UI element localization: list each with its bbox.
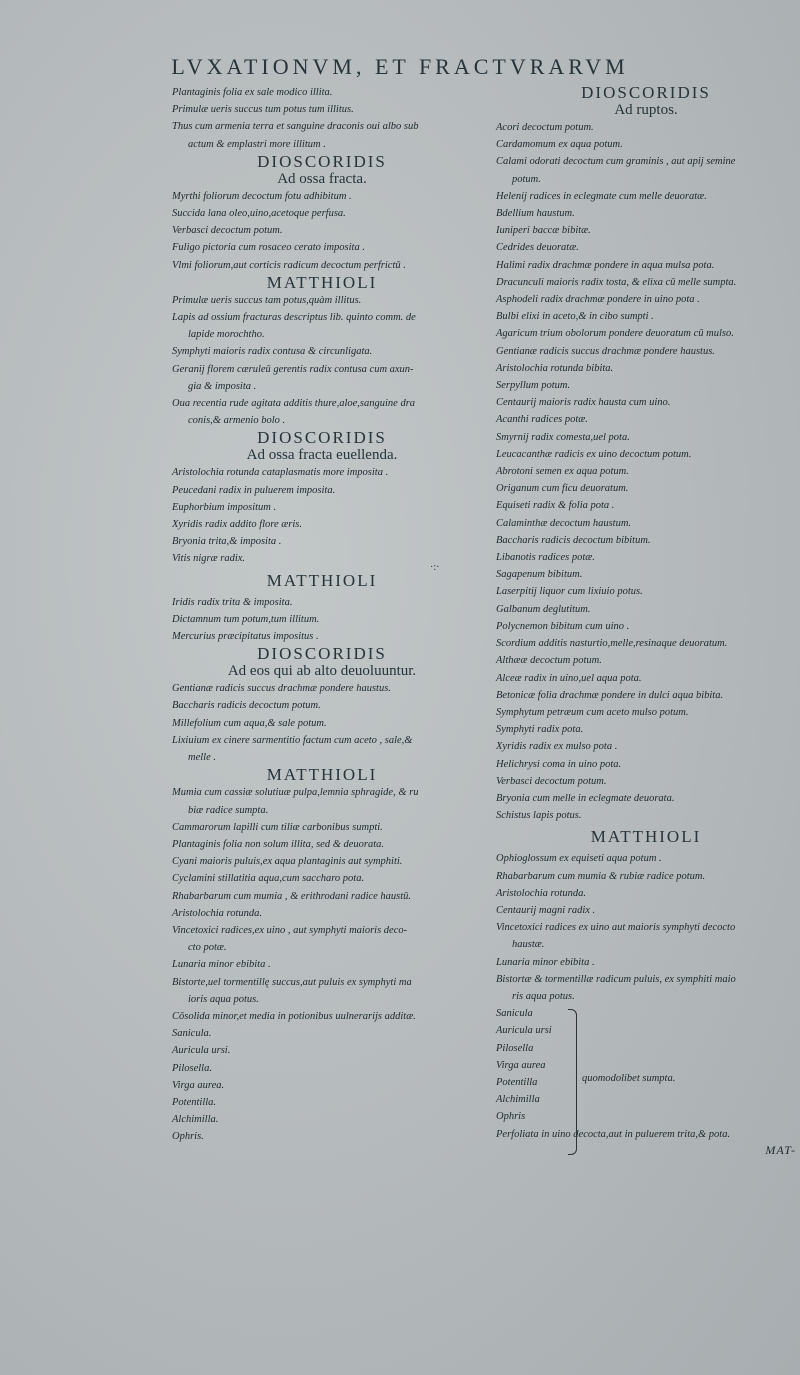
remedy-entry (172, 343, 472, 360)
remedy-entry (496, 807, 796, 824)
remedy-line: Cyani maioris puluis,ex aqua plantaginis aut symphiti. (172, 856, 403, 868)
remedy-line: Cōsolida minor,et media in potionibus uulnerarijs additæ. (172, 1010, 416, 1022)
remedy-entry (496, 343, 796, 360)
remedy-line: Verbasci decoctum potum. (496, 775, 607, 787)
remedy-line: Xyridis radix ex mulso pota . (496, 741, 618, 753)
remedy-entry (172, 956, 472, 973)
remedy-line: Origanum cum ficu deuoratum. (496, 483, 629, 495)
remedy-entry (496, 446, 796, 463)
remedy-entry (496, 566, 796, 583)
remedy-entry (172, 784, 472, 818)
remedy-line: Oua recentia rude agitata additis thure,aloe,sanguine dra (172, 398, 416, 410)
remedy-line: Ophioglossum ex equiseti aqua potum . (496, 853, 662, 865)
remedy-entry (172, 516, 472, 533)
remedy-entry (172, 1060, 472, 1077)
brace-items (496, 1005, 796, 1125)
remedy-entry (496, 687, 796, 704)
remedy-line: Primulæ ueris succus tam potus,quàm illitus. (172, 294, 362, 306)
remedy-entry (496, 411, 796, 428)
remedy-entry (172, 1077, 472, 1094)
remedy-entry (172, 118, 472, 152)
remedy-line: Sanicula. (172, 1028, 212, 1040)
remedy-line: ris aqua potus. (512, 990, 575, 1002)
remedy-line: Helenij radices in eclegmate cum melle deuoratæ. (496, 190, 707, 202)
remedy-entry (172, 1008, 472, 1025)
remedy-entry (172, 594, 472, 611)
remedy-entry (172, 482, 472, 499)
remedy-line: Dictamnum tum potum,tum illitum. (172, 613, 320, 625)
remedy-line: melle . (188, 752, 216, 764)
remedy-entry (496, 773, 796, 790)
remedy-line: Euphorbium impositum . (172, 501, 277, 513)
catchword: MAT- (765, 1142, 796, 1157)
remedy-entry (496, 868, 796, 885)
remedy-entry (496, 274, 796, 291)
remedy-line: Iridis radix trita & imposita. (172, 596, 293, 608)
remedy-line: Mercurius præcipitatus impositus . (172, 631, 319, 643)
remedy-line: Sagapenum bibitum. (496, 569, 583, 581)
remedy-entry (172, 1094, 472, 1111)
remedy-line: Plantaginis folia ex sale modico illita. (172, 87, 333, 98)
remedy-line: Vincetoxici radices ex uino aut maioris symphyti decocto (496, 922, 736, 934)
remedy-line: Acori decoctum potum. (496, 122, 594, 133)
plant-item: Sanicula (496, 1008, 533, 1020)
remedy-entry (496, 670, 796, 687)
remedy-line: Agaricum trium obolorum pondere deuoratum cū mulso. (496, 328, 734, 340)
remedy-entry (496, 308, 796, 325)
remedy-entry (496, 257, 796, 274)
remedy-line: Equiseti radix & folia pota . (496, 500, 615, 512)
remedy-entry (172, 533, 472, 550)
remedy-line: Symphyti maioris radix contusa & circunligata. (172, 346, 373, 358)
remedy-entry (496, 429, 796, 446)
remedy-entry (172, 611, 472, 628)
remedy-entry (496, 188, 796, 205)
remedy-line: Calami odorati decoctum cum graminis , aut apij semine (496, 156, 736, 168)
final-entry: Perfoliata in uino decocta,aut in puluerem trita,& pota. (496, 1128, 731, 1140)
remedy-entry (496, 954, 796, 971)
remedy-entry (496, 532, 796, 549)
remedy-entry (172, 819, 472, 836)
remedy-entry (172, 292, 472, 309)
remedy-line: Betonicæ folia drachmæ pondere in dulci aqua bibita. (496, 689, 724, 701)
remedy-line: Millefolium cum aqua,& sale potum. (172, 717, 327, 729)
remedy-line: Aristolochia rotunda cataplasmatis more imposita . (172, 467, 389, 479)
remedy-line: Calaminthæ decoctum haustum. (496, 517, 632, 529)
remedy-entry (172, 836, 472, 853)
remedy-line: Baccharis radicis decoctum potum. (172, 700, 321, 712)
remedy-line: Bistortæ & tormentillæ radicum puluis, ex symphiti maio (496, 973, 736, 985)
remedy-entry (496, 377, 796, 394)
section-heading: MATTHIOLI (266, 272, 378, 292)
remedy-entry (172, 1025, 472, 1042)
remedy-entry (172, 188, 472, 205)
remedy-entry (172, 1128, 472, 1145)
plant-item: Alchimilla (496, 1094, 540, 1106)
remedy-entry (172, 101, 472, 118)
remedy-line: Serpyllum potum. (496, 380, 571, 392)
remedy-line: Alchimilla. (172, 1114, 219, 1126)
remedy-line: biæ radice sumpta. (188, 804, 269, 816)
remedy-entry (172, 905, 472, 922)
remedy-entry (172, 361, 472, 395)
remedy-entry (496, 480, 796, 497)
running-header: LVXATIONVM, ET FRACTVRARVM (171, 54, 629, 79)
remedy-entry (172, 1042, 472, 1059)
remedy-line: Cyclamini stillatitia aqua,cum saccharo pota. (172, 873, 365, 885)
remedy-entry (496, 704, 796, 721)
right-column (496, 84, 796, 1158)
remedy-entry (172, 853, 472, 870)
remedy-line: Verbasci decoctum potum. (172, 225, 283, 237)
remedy-line: Asphodeli radix drachmæ pondere in uino pota . (496, 294, 700, 306)
remedy-line: Schistus lapis potus. (496, 810, 582, 822)
remedy-entry (496, 239, 796, 256)
remedy-entry (496, 153, 796, 187)
remedy-line: cto potæ. (188, 942, 227, 954)
remedy-entry (172, 974, 472, 1008)
remedy-entry (172, 309, 472, 343)
remedy-line: Symphyti radix pota. (496, 724, 584, 736)
remedy-entry (172, 550, 472, 567)
remedy-entry (172, 205, 472, 222)
remedy-entry (496, 549, 796, 566)
remedy-entry (496, 971, 796, 1005)
remedy-entry (172, 257, 472, 274)
remedy-line: Auricula ursi. (172, 1045, 231, 1057)
curly-brace (568, 1009, 577, 1155)
remedy-line: Geranij florem cæruleū gerentis radix contusa cum axun- (172, 363, 414, 375)
remedy-line: Gentianæ radicis succus drachmæ pondere haustus. (496, 345, 715, 357)
remedy-line: Alceæ radix in uino,uel aqua pota. (496, 672, 642, 684)
remedy-line: Libanotis radices potæ. (496, 552, 595, 564)
remedy-entry (172, 239, 472, 256)
remedy-entry (172, 680, 472, 697)
left-column (172, 84, 472, 1146)
remedy-entry (172, 888, 472, 905)
remedy-line: Cardamomum ex aqua potum. (496, 139, 623, 151)
remedy-line: Mumia cum cassiæ solutiuæ pulpa,lemnia sphragide, & ru (172, 787, 419, 799)
remedy-line: Acanthi radices potæ. (496, 414, 588, 426)
remedy-entry (496, 360, 796, 377)
remedy-line: Polycnemon bibitum cum uino . (496, 620, 630, 632)
remedy-line: Bryonia trita,& imposita . (172, 536, 282, 548)
remedy-line: Centaurij maioris radix hausta cum uino. (496, 397, 671, 409)
remedy-line: Aristolochia rotunda bibita. (496, 362, 614, 374)
remedy-entry (496, 583, 796, 600)
remedy-line: Aristolochia rotunda. (172, 907, 263, 919)
remedy-entry (172, 732, 472, 766)
plant-item: Potentilla (496, 1076, 538, 1088)
brace-group (496, 1005, 796, 1125)
remedy-entry (496, 756, 796, 773)
remedy-entry (172, 499, 472, 516)
remedy-line: Peucedani radix in puluerem imposita. (172, 484, 336, 496)
remedy-line: Lunaria minor ebibita . (172, 959, 271, 971)
remedy-line: Rhabarbarum cum mumia , & erithrodani radice haustū. (172, 890, 412, 902)
section-heading: MATTHIOLI (266, 570, 378, 590)
remedy-entry (496, 291, 796, 308)
right-entries (496, 84, 796, 1005)
remedy-line: Vitis nigræ radix. (172, 553, 246, 565)
remedy-line: Xyridis radix addito flore æris. (172, 519, 302, 531)
section-heading: DIOSCORIDIS (257, 151, 387, 171)
remedy-entry (496, 618, 796, 635)
remedy-line: Althææ decoctum potum. (496, 655, 602, 667)
remedy-line: Halimi radix drachmæ pondere in aqua mulsa pota. (496, 259, 715, 271)
remedy-entry (496, 635, 796, 652)
remedy-line: Bdellium haustum. (496, 208, 575, 220)
remedy-entry (496, 919, 796, 953)
remedy-line: Symphytum petræum cum aceto mulso potum. (496, 706, 689, 718)
remedy-line: Galbanum deglutitum. (496, 603, 591, 615)
remedy-line: Leucacanthæ radicis ex uino decoctum potum. (496, 448, 692, 460)
remedy-line: ioris aqua potus. (188, 993, 259, 1005)
remedy-entry (172, 222, 472, 239)
remedy-line: Myrthi foliorum decoctum fotu adhibitum . (172, 190, 352, 202)
remedy-entry (496, 790, 796, 807)
remedy-entry (496, 325, 796, 342)
remedy-line: Bryonia cum melle in eclegmate deuorata. (496, 792, 675, 804)
remedy-line: Virga aurea. (172, 1079, 225, 1091)
remedy-line: Primulæ ueris succus tum potus tum illitus. (172, 104, 354, 116)
remedy-line: Thus cum armenia terra et sanguine draconis oui albo sub (172, 121, 419, 133)
remedy-entry (496, 738, 796, 755)
section-heading: DIOSCORIDIS (257, 644, 387, 664)
remedy-entry (496, 497, 796, 514)
remedy-line: Scordium additis nasturtio,melle,resinaque deuoratum. (496, 638, 728, 650)
remedy-line: Rhabarbarum cum mumia & rubiæ radice potum. (496, 870, 706, 882)
remedy-line: Bulbi elixi in aceto,& in cibo sumpti . (496, 311, 654, 323)
remedy-line: Laserpitij liquor cum lixiuio potus. (496, 586, 643, 598)
section-subheading: Ad ossa fracta. (277, 170, 367, 187)
remedy-entry (172, 84, 472, 101)
remedy-line: Gentianæ radicis succus drachmæ pondere haustus. (172, 683, 391, 695)
remedy-line: Cammarorum lapilli cum tiliæ carbonibus sumpti. (172, 821, 383, 833)
remedy-entry (496, 515, 796, 532)
remedy-line: Vlmi foliorum,aut corticis radicum decoctum perfrictū . (172, 259, 406, 271)
remedy-line: potum. (512, 173, 541, 185)
remedy-entry (496, 394, 796, 411)
remedy-line: Iuniperi baccæ bibitæ. (496, 225, 591, 237)
remedy-line: lapide morochtho. (188, 329, 265, 341)
remedy-entry (496, 136, 796, 153)
remedy-line: Smyrnij radix comesta,uel pota. (496, 431, 630, 443)
remedy-entry (496, 850, 796, 867)
remedy-entry (172, 922, 472, 956)
remedy-line: gia & imposita . (188, 380, 257, 392)
remedy-line: Dracunculi maioris radix tosta, & elixa cū melle sumpta. (496, 276, 737, 288)
section-subheading: Ad ruptos. (614, 102, 678, 118)
remedy-line: Lunaria minor ebibita . (496, 956, 595, 968)
remedy-entry (496, 652, 796, 669)
remedy-line: Lapis ad ossium fracturas descriptus lib. quinto comm. de (172, 312, 416, 324)
remedy-line: Baccharis radicis decoctum bibitum. (496, 534, 651, 546)
remedy-entry (172, 715, 472, 732)
remedy-line: Pilosella. (172, 1062, 212, 1074)
brace-label: quomodolibet sumpta. (582, 1073, 676, 1085)
section-heading: MATTHIOLI (590, 827, 702, 847)
section-subheading: Ad eos qui ab alto deuoluuntur. (227, 663, 417, 680)
remedy-line: Succida lana oleo,uino,acetoque perfusa. (172, 208, 346, 220)
plant-item: Auricula ursi (496, 1025, 552, 1037)
remedy-entry (496, 463, 796, 480)
section-heading: DIOSCORIDIS (257, 428, 387, 448)
remedy-entry (172, 395, 472, 429)
remedy-entry (496, 205, 796, 222)
remedy-line: Cedrides deuoratæ. (496, 242, 579, 254)
section-subheading: Ad ossa fracta euellenda. (246, 447, 398, 464)
remedy-line: Abrotoni semen ex aqua potum. (496, 466, 629, 478)
plant-item: Ophris (496, 1111, 526, 1123)
remedy-line: Centaurij magni radix . (496, 904, 596, 916)
remedy-line: haustæ. (512, 939, 545, 951)
remedy-entry (172, 697, 472, 714)
remedy-line: actum & emplastri more illitum . (188, 138, 326, 150)
remedy-line: conis,& armenio bolo . (188, 415, 286, 427)
remedy-entry (172, 1111, 472, 1128)
remedy-entry (172, 870, 472, 887)
remedy-line: Plantaginis folia non solum illita, sed & deuorata. (172, 838, 385, 850)
remedy-line: Helichrysi coma in uino pota. (496, 758, 622, 770)
plant-item: Pilosella (496, 1042, 534, 1054)
remedy-entry (496, 902, 796, 919)
remedy-line: Vincetoxici radices,ex uino , aut symphyti maioris deco- (172, 924, 408, 936)
remedy-line: Aristolochia rotunda. (496, 887, 587, 899)
remedy-line: Ophris. (172, 1131, 204, 1143)
remedy-line: Fuligo pictoria cum rosaceo cerato imposita . (172, 242, 365, 254)
remedy-entry (496, 119, 796, 136)
remedy-entry (496, 721, 796, 738)
remedy-line: Potentilla. (172, 1096, 217, 1108)
remedy-entry (496, 885, 796, 902)
section-heading: MATTHIOLI (266, 765, 378, 785)
remedy-line: Lixiuium ex cinere sarmentitio factum cum aceto , sale,& (172, 734, 413, 746)
plant-item: Virga aurea (496, 1059, 546, 1071)
remedy-entry (496, 601, 796, 618)
remedy-line: Bistorte,uel tormentillę succus,aut puluis ex symphyti ma (172, 976, 412, 988)
section-heading: DIOSCORIDIS (581, 83, 711, 102)
remedy-entry (172, 628, 472, 645)
remedy-entry (496, 222, 796, 239)
remedy-entry (172, 464, 472, 481)
ornament-dots: ·:· (430, 562, 440, 573)
